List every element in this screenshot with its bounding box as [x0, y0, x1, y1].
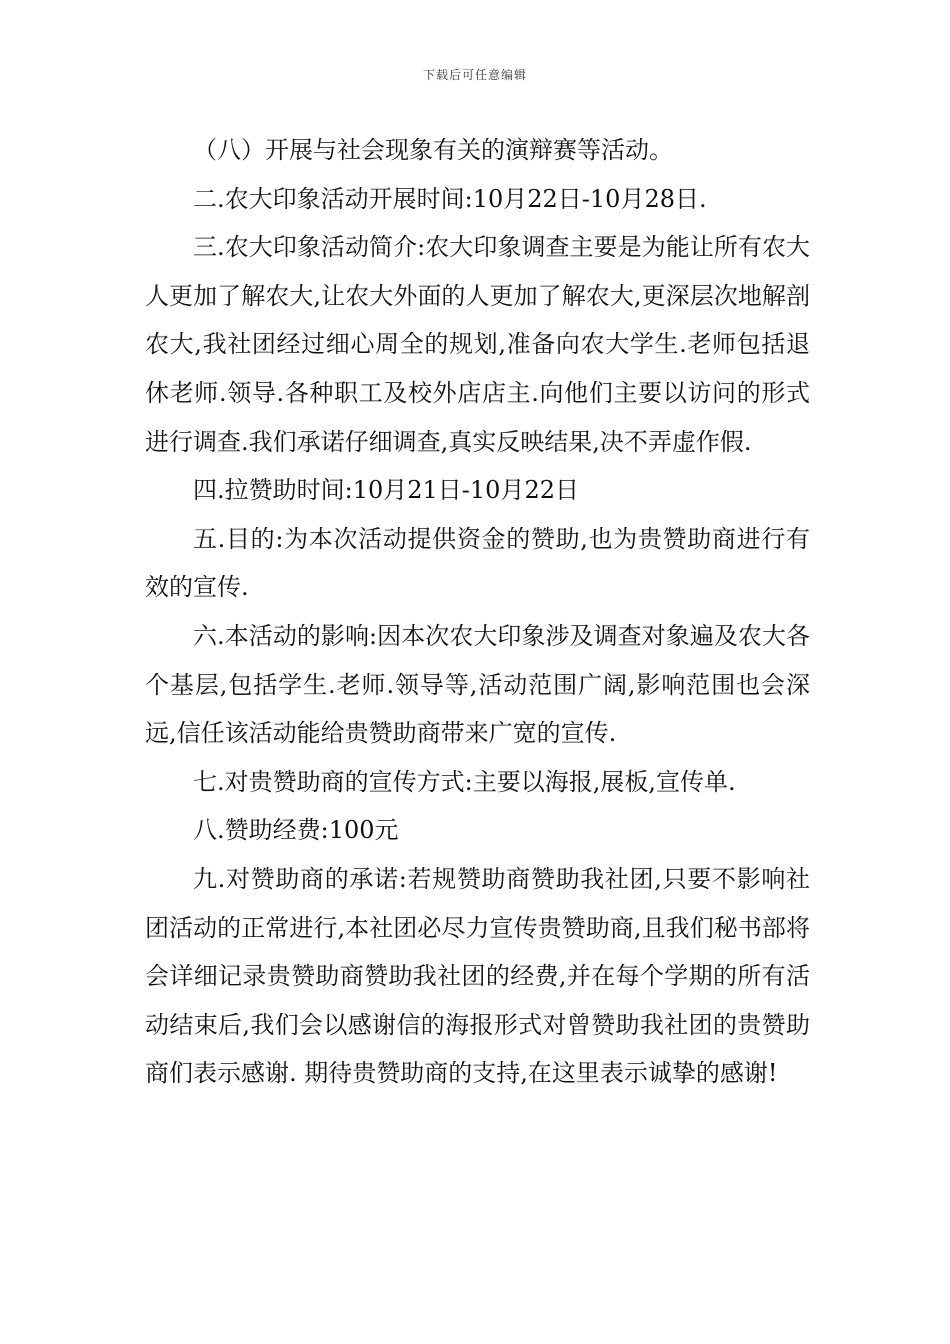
paragraph-purpose: 五.目的:为本次活动提供资金的赞助,也为贵赞助商进行有效的宣传.: [145, 524, 810, 602]
document-body: [145, 126, 810, 1098]
paragraph-activity-time: 二.农大印象活动开展时间:10月22日-10月28日.: [193, 184, 707, 213]
paragraph-sponsorship-funds: 八.赞助经费:100元: [193, 816, 399, 845]
paragraph-promotion-method: 七.对贵赞助商的宣传方式:主要以海报,展板,宣传单.: [193, 767, 736, 796]
page-header-note: 下载后可任意编辑: [422, 68, 527, 82]
paragraph-impact: 六.本活动的影响:因本次农大印象涉及调查对象遍及农大各个基层,包括学生.老师.领导等,活动范围广阔,影响范围也会深远,信任该活动能给贵赞助商带来广宽的宣传.: [145, 621, 810, 748]
paragraph-sponsorship-time: 四.拉赞助时间:10月21日-10月22日: [193, 476, 579, 505]
paragraph-commitment: 九.对赞助商的承诺:若规赞助商赞助我社团,只要不影响社团活动的正常进行,本社团必尽力宣传贵赞助商,且我们秘书部将会详细记录贵赞助商赞助我社团的经费,并在每个学期的所有活动结束后,我们会以感谢信的海报形式对曾赞助我社团的贵赞助商们表示感谢. 期待贵赞助商的支持,在这里表示诚挚的感谢!: [145, 864, 810, 1088]
paragraph-activity-8: （八）开展与社会现象有关的演辩赛等活动。: [193, 136, 673, 164]
paragraph-activity-intro: 三.农大印象活动简介:农大印象调查主要是为能让所有农大人更加了解农大,让农大外面的人更加了解农大,更深层次地解剖农大,我社团经过细心周全的规划,准备向农大学生.老师包括退休老师.领导.各种职工及校外店店主.向他们主要以访问的形式进行调查.我们承诺仔细调查,真实反映结果,决不弄虚作假.: [145, 233, 810, 456]
